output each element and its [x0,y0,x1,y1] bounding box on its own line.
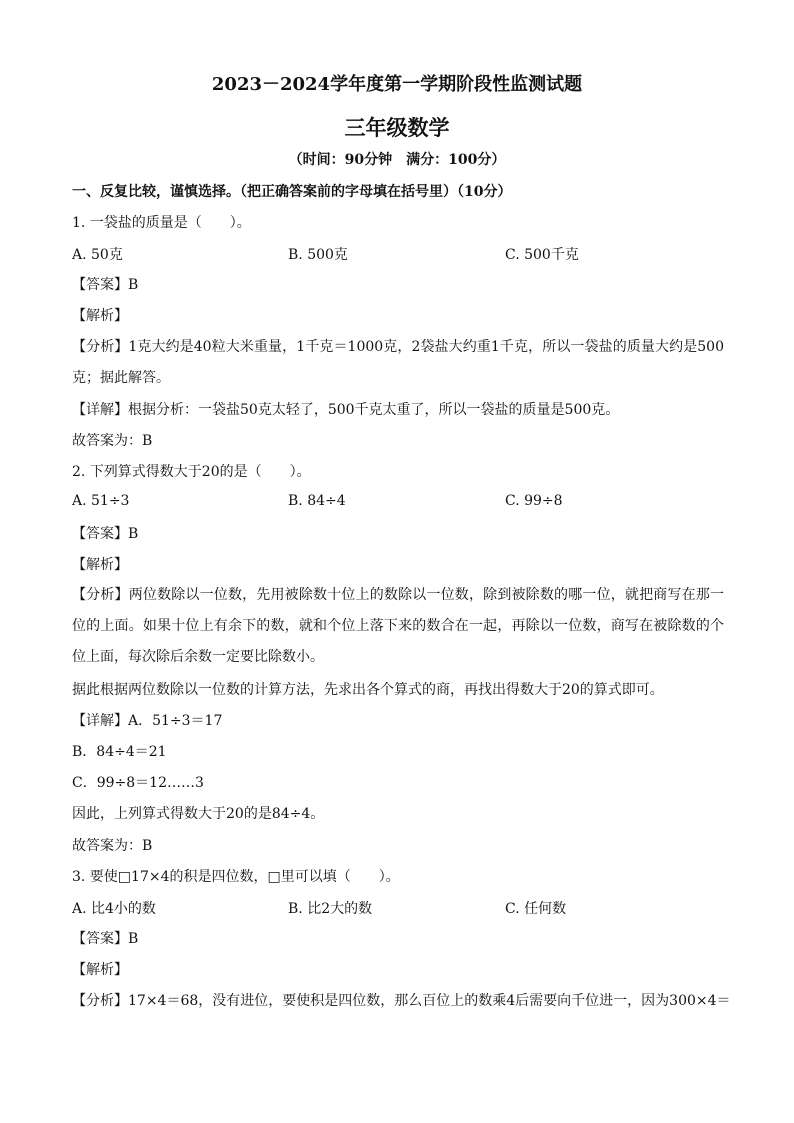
q1-fenxi: 【分析】1克大约是40粒大米重量，1千克＝1000克，2袋盐大约重1千克，所以一袋盐的质量大约是500克；据此解答。 [72,339,724,386]
exam-title: 2023－2024学年度第一学期阶段性监测试题 [211,74,583,95]
q2-line-c: C．99÷8＝12……3 [72,775,204,791]
q2-analysis-label: 【解析】 [72,557,128,573]
q1-option-c: C. 500千克 [505,247,579,263]
section-heading: 一、反复比较，谨慎选择。（把正确答案前的字母填在括号里）（10分） [72,184,512,200]
question-2-stem: 2. 下列算式得数大于20的是（ ）。 [72,464,311,480]
exam-meta: （时间：90分钟 满分：100分） [288,152,506,168]
q2-conclusion: 故答案为：B [72,838,153,854]
q1-option-b: B. 500克 [288,247,348,263]
q2-option-c: C. 99÷8 [505,493,563,509]
exam-subtitle: 三年级数学 [344,115,450,140]
q2-option-a: A. 51÷3 [72,493,130,509]
q1-analysis-label: 【解析】 [72,308,128,324]
q2-answer: 【答案】B [72,526,139,542]
q2-xiangjie: 【详解】A．51÷3＝17 [72,713,223,729]
q1-option-a: A. 50克 [72,247,123,263]
q3-option-a: A. 比4小的数 [72,901,156,917]
q1-answer: 【答案】B [72,277,139,293]
q2-option-b: B. 84÷4 [288,493,346,509]
q3-option-c: C. 任何数 [505,901,567,917]
q3-fenxi: 【分析】17×4＝68，没有进位，要使积是四位数，那么百位上的数乘4后需要向千位进一，因为300×4＝ [72,993,731,1009]
q1-conclusion: 故答案为：B [72,433,153,449]
q2-therefore: 因此，上列算式得数大于20的是84÷4。 [72,806,325,822]
q1-xiangjie: 【详解】根据分析：一袋盐50克太轻了，500千克太重了，所以一袋盐的质量是500克。 [72,402,620,418]
question-1-stem: 1. 一袋盐的质量是（ ）。 [72,215,251,231]
q3-answer: 【答案】B [72,931,139,947]
q2-line-b: B．84÷4＝21 [72,744,167,760]
q2-fenxi: 【分析】两位数除以一位数，先用被除数十位上的数除以一位数，除到被除数的哪一位，就把商写在那一位的上面。如果十位上有余下的数，就和个位上落下来的数合在一起，再除以一位数，商写在被除数的个位上面，每次除后余数一定要比除数小。 [72,587,724,665]
question-3-stem: 3. 要使□17×4的积是四位数，□里可以填（ ）。 [72,869,400,885]
q3-analysis-label: 【解析】 [72,962,128,978]
q3-option-b: B. 比2大的数 [288,901,373,917]
q2-fenxi-2: 据此根据两位数除以一位数的计算方法，先求出各个算式的商，再找出得数大于20的算式即可。 [72,682,664,698]
